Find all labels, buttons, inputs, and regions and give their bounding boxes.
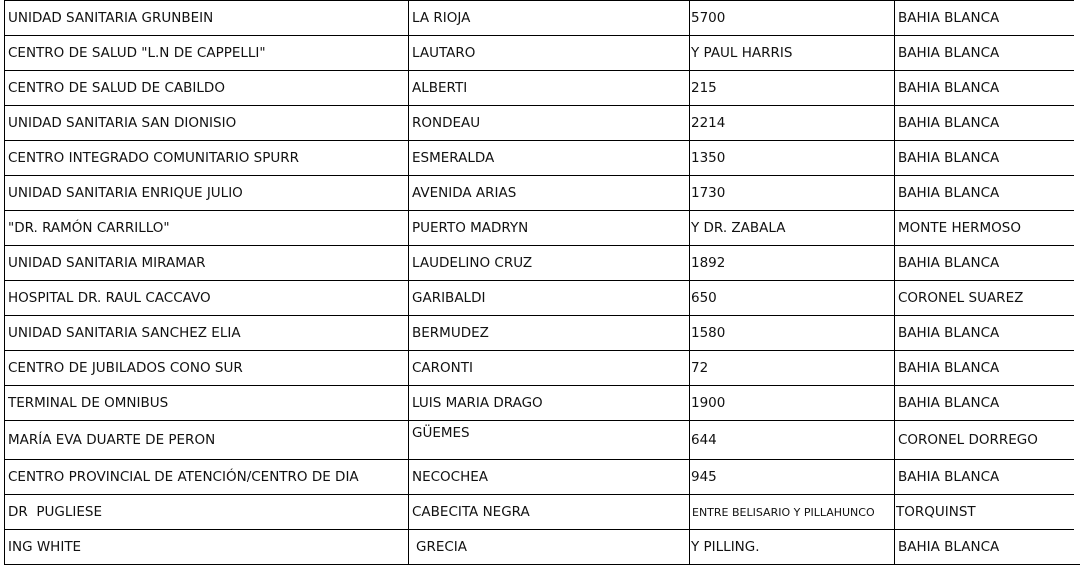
table-row (5, 281, 1080, 316)
name-cell: UNIDAD SANITARIA SANCHEZ ELIA (5, 316, 409, 351)
table-row (5, 386, 1080, 421)
city-cell: BAHIA BLANCA (895, 351, 1080, 386)
locations-table (4, 0, 1080, 565)
city-cell: BAHIA BLANCA (895, 71, 1080, 106)
table-row (5, 530, 1080, 565)
name-cell: UNIDAD SANITARIA GRUNBEIN (5, 1, 409, 36)
table-row (5, 176, 1080, 211)
city-cell: BAHIA BLANCA (895, 176, 1080, 211)
number-cell: 945 (690, 460, 895, 495)
table-row (5, 421, 1080, 460)
number-cell: Y DR. ZABALA (690, 211, 895, 246)
street-cell: LA RIOJA (409, 1, 690, 36)
city-cell: TORQUINST (895, 495, 1080, 530)
table-row (5, 495, 1080, 530)
number-cell: 1580 (690, 316, 895, 351)
street-cell: ALBERTI (409, 71, 690, 106)
table-row (5, 460, 1080, 495)
city-cell: MONTE HERMOSO (895, 211, 1080, 246)
city-cell: BAHIA BLANCA (895, 1, 1080, 36)
city-cell: BAHIA BLANCA (895, 460, 1080, 495)
page-edge (1074, 0, 1080, 560)
number-cell: 72 (690, 351, 895, 386)
city-cell: BAHIA BLANCA (895, 386, 1080, 421)
number-cell: ENTRE BELISARIO Y PILLAHUNCO (690, 495, 895, 530)
name-cell: CENTRO DE JUBILADOS CONO SUR (5, 351, 409, 386)
city-cell: CORONEL SUAREZ (895, 281, 1080, 316)
table-row (5, 246, 1080, 281)
street-cell: BERMUDEZ (409, 316, 690, 351)
number-cell: 2214 (690, 106, 895, 141)
name-cell: "DR. RAMÓN CARRILLO" (5, 211, 409, 246)
table-row (5, 211, 1080, 246)
street-cell: GRECIA (409, 530, 690, 565)
street-cell: AVENIDA ARIAS (409, 176, 690, 211)
city-cell: CORONEL DORREGO (895, 421, 1080, 460)
number-cell: 5700 (690, 1, 895, 36)
street-cell: LUIS MARIA DRAGO (409, 386, 690, 421)
city-cell: BAHIA BLANCA (895, 530, 1080, 565)
street-cell: GÜEMES (409, 421, 690, 460)
number-cell: 1900 (690, 386, 895, 421)
city-cell: BAHIA BLANCA (895, 36, 1080, 71)
street-cell: NECOCHEA (409, 460, 690, 495)
street-cell: ESMERALDA (409, 141, 690, 176)
name-cell: TERMINAL DE OMNIBUS (5, 386, 409, 421)
name-cell: ING WHITE (5, 530, 409, 565)
name-cell: HOSPITAL DR. RAUL CACCAVO (5, 281, 409, 316)
name-cell: CENTRO DE SALUD "L.N DE CAPPELLI" (5, 36, 409, 71)
street-cell: CABECITA NEGRA (409, 495, 690, 530)
number-cell: 1350 (690, 141, 895, 176)
table-row (5, 36, 1080, 71)
street-cell: PUERTO MADRYN (409, 211, 690, 246)
name-cell: UNIDAD SANITARIA MIRAMAR (5, 246, 409, 281)
table-row (5, 351, 1080, 386)
name-cell: CENTRO PROVINCIAL DE ATENCIÓN/CENTRO DE DIA (5, 460, 409, 495)
city-cell: BAHIA BLANCA (895, 316, 1080, 351)
number-cell: 215 (690, 71, 895, 106)
city-cell: BAHIA BLANCA (895, 141, 1080, 176)
table-row (5, 1, 1080, 36)
street-cell: RONDEAU (409, 106, 690, 141)
name-cell: UNIDAD SANITARIA ENRIQUE JULIO (5, 176, 409, 211)
number-cell: 1730 (690, 176, 895, 211)
street-cell: LAUDELINO CRUZ (409, 246, 690, 281)
table-row (5, 141, 1080, 176)
table-row (5, 71, 1080, 106)
city-cell: BAHIA BLANCA (895, 106, 1080, 141)
number-cell: 1892 (690, 246, 895, 281)
number-cell: 644 (690, 421, 895, 460)
street-cell: GARIBALDI (409, 281, 690, 316)
name-cell: MARÍA EVA DUARTE DE PERON (5, 421, 409, 460)
name-cell: CENTRO DE SALUD DE CABILDO (5, 71, 409, 106)
table-row (5, 316, 1080, 351)
number-cell: Y PAUL HARRIS (690, 36, 895, 71)
table-row (5, 106, 1080, 141)
city-cell: BAHIA BLANCA (895, 246, 1080, 281)
name-cell: CENTRO INTEGRADO COMUNITARIO SPURR (5, 141, 409, 176)
name-cell: DR PUGLIESE (5, 495, 409, 530)
street-cell: LAUTARO (409, 36, 690, 71)
street-cell: CARONTI (409, 351, 690, 386)
name-cell: UNIDAD SANITARIA SAN DIONISIO (5, 106, 409, 141)
number-cell: Y PILLING. (690, 530, 895, 565)
number-cell: 650 (690, 281, 895, 316)
